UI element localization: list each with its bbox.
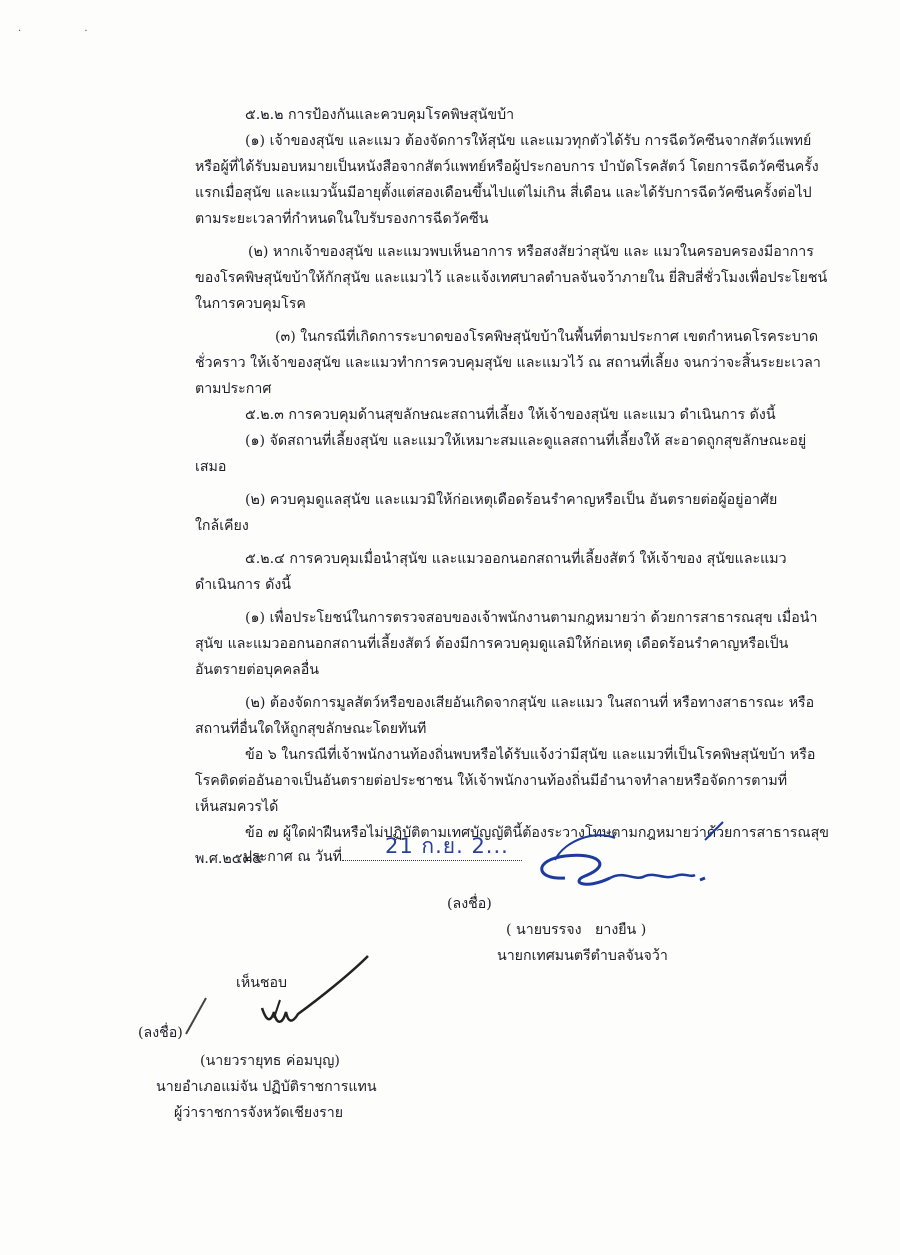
approver-name: (นายวรายุทธ ค่อมบุญ): [200, 1053, 340, 1069]
hygiene-2-line-2: ใกล้เคียง: [195, 518, 249, 534]
approver-title-1: นายอำเภอแม่จัน ปฏิบัติราชการแทน: [156, 1079, 377, 1095]
outside-1-line-2: สุนัข และแมวออกนอกสถานที่เลี้ยงสัตว์ ต้องมีการควบคุมดูแลมิให้ก่อเหตุ เดือดร้อนรำคาญหรือเป็น: [195, 636, 789, 652]
section-5-2-4-line-2: ดำเนินการ ดังนี้: [195, 577, 291, 593]
clause-1-line-1: (๑) เจ้าของสุนัข และแมว ต้องจัดการให้สุนัข และแมวทุกตัวได้รับ การฉีดวัคซีนจากสัตว์แพทย์: [245, 133, 812, 149]
mayor-signature-icon: [525, 820, 725, 900]
section-heading-5-2-4: ๕.๒.๔ การควบคุมเมื่อนำสุนัข และแมวออกนอกสถานที่เลี้ยงสัตว์ ให้เจ้าของ สุนัขและแมว: [245, 551, 787, 567]
article-6-line-2: โรคติดต่ออันอาจเป็นอันตรายต่อประชาชน ให้เจ้าพนักงานท้องถิ่นมีอำนาจทำลายหรือจัดการตามที่: [195, 773, 788, 789]
article-7-line-2: พ.ศ.๒๕๓๕: [195, 851, 263, 867]
clause-1-line-4: ตามระยะเวลาที่กำหนดในใบรับรองการฉีดวัคซีน: [195, 211, 489, 227]
date-stamp: 21 ก.ย. 2...: [385, 834, 509, 858]
outside-2-line-1: (๒) ต้องจัดการมูลสัตว์หรือของเสียอันเกิดจากสุนัข และแมว ในสถานที่ หรือทางสาธารณะ หรือ: [245, 695, 815, 711]
approver-signature-icon: [240, 950, 380, 1040]
signer-title: นายกเทศมนตรีตำบลจันจว้า: [497, 948, 668, 964]
signer-name: ( นายบรรจง ยางยืน ): [506, 922, 647, 938]
hygiene-2-line-1: (๒) ควบคุมดูแลสุนัข และแมวมิให้ก่อเหตุเดือดร้อนรำคาญหรือเป็น อันตรายต่อผู้อยู่อาศัย: [245, 492, 778, 508]
clause-1-line-3: แรกเมื่อสุนัข และแมวนั้นมีอายุตั้งแต่สองเดือนขึ้นไปแต่ไม่เกิน สี่เดือน และได้รับการฉีดวัคซีนครั้งต่อไป: [195, 185, 812, 201]
hygiene-1-line-2: เสมอ: [195, 459, 227, 475]
clause-2-line-2: ของโรคพิษสุนัขบ้าให้กักสุนัข และแมวไว้ และแจ้งเทศบาลตำบลจันจว้าภายใน ยี่สิบสี่ชั่วโมงเพื่อประโยชน์: [195, 270, 828, 286]
clause-3-line-2: ชั่วคราว ให้เจ้าของสุนัข และแมวทำการควบคุมสุนัข และแมวไว้ ณ สถานที่เลี้ยง จนกว่าจะสิ้นระยะเวลา: [195, 355, 821, 371]
clause-3-line-3: ตามประกาศ: [195, 381, 272, 397]
section-heading-5-2-2: ๕.๒.๒ การป้องกันและควบคุมโรคพิษสุนัขบ้า: [245, 107, 515, 123]
signer-label: (ลงชื่อ): [447, 896, 492, 912]
approver-title-2: ผู้ว่าราชการจังหวัดเชียงราย: [174, 1105, 344, 1121]
document-body: [195, 102, 829, 872]
article-6-line-1: ข้อ ๖ ในกรณีที่เจ้าพนักงานท้องถิ่นพบหรือได้รับแจ้งว่ามีสุนัข และแมวที่เป็นโรคพิษสุนัขบ้า หรือ: [245, 747, 816, 763]
announcement-label: ประกาศ ณ วันที่: [243, 849, 343, 865]
clause-1-line-2: หรือผู้ที่ได้รับมอบหมายเป็นหนังสือจากสัตว์แพทย์หรือผู้ประกอบการ บำบัดโรคสัตว์ โดยการฉีดวัคซีนครั้ง: [195, 159, 819, 175]
outside-1-line-1: (๑) เพื่อประโยชน์ในการตรวจสอบของเจ้าพนักงานตามกฎหมายว่า ด้วยการสาธารณสุข เมื่อนำ: [245, 610, 818, 626]
scan-specks: · ·: [18, 26, 118, 37]
article-6-line-3: เห็นสมควรได้: [195, 799, 279, 815]
outside-1-line-3: อันตรายต่อบุคคลอื่น: [195, 662, 319, 678]
approver-label: (ลงชื่อ): [138, 1025, 183, 1041]
clause-2-line-3: ในการควบคุมโรค: [195, 296, 306, 312]
agree-label: เห็นชอบ: [236, 975, 288, 991]
section-heading-5-2-3: ๕.๒.๓ การควบคุมด้านสุขลักษณะสถานที่เลี้ยง ให้เจ้าของสุนัข และแมว ดำเนินการ ดังนี้: [245, 407, 776, 423]
outside-2-line-2: สถานที่อื่นใดให้ถูกสุขลักษณะโดยทันที: [195, 721, 427, 737]
clause-2-line-1: (๒) หากเจ้าของสุนัข และแมวพบเห็นอาการ หรือสงสัยว่าสุนัข และ แมวในครอบครองมีอาการ: [248, 244, 814, 260]
clause-3-line-1: (๓) ในกรณีที่เกิดการระบาดของโรคพิษสุนัขบ้าในพื้นที่ตามประกาศ เขตกำหนดโรคระบาด: [275, 329, 819, 345]
article-7-line-1: ข้อ ๗ ผู้ใดฝ่าฝืนหรือไม่ปฏิบัติตามเทศบัญญัตินี้ต้องระวางโทษตามกฎหมายว่าด้วยการสาธารณสุข: [245, 825, 829, 841]
hygiene-1-line-1: (๑) จัดสถานที่เลี้ยงสุนัข และแมวให้เหมาะสมและดูแลสถานที่เลี้ยงให้ สะอาดถูกสุขลักษณะอยู่: [245, 433, 807, 449]
